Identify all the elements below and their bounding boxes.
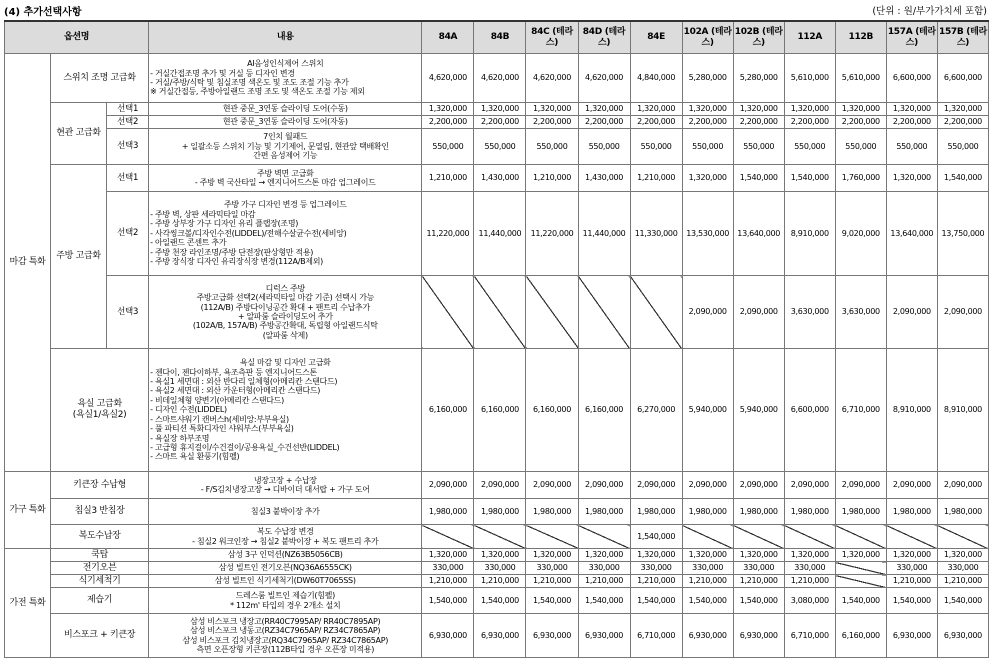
price-cell: 2,090,000 bbox=[733, 472, 784, 499]
price-cell: 13,750,000 bbox=[937, 192, 988, 276]
price-cell: 6,930,000 bbox=[886, 614, 937, 658]
price-cell: 1,320,000 bbox=[474, 103, 526, 116]
price-cell: 1,980,000 bbox=[578, 499, 630, 525]
content-line: 7인치 월패드 bbox=[263, 132, 308, 142]
price-cell: 1,210,000 bbox=[526, 575, 578, 588]
price-cell: 1,320,000 bbox=[526, 549, 578, 562]
price-cell: 1,540,000 bbox=[578, 588, 630, 614]
price-cell: 2,200,000 bbox=[630, 116, 682, 129]
price-cell: 2,090,000 bbox=[733, 276, 784, 349]
price-cell: 1,540,000 bbox=[784, 165, 835, 192]
unit-note: (단위 : 원/부가가치세 포함) bbox=[872, 6, 987, 17]
option-group: 전기오븐 bbox=[51, 562, 149, 575]
price-cell: 330,000 bbox=[886, 562, 937, 575]
price-cell: 1,980,000 bbox=[733, 499, 784, 525]
price-cell: 2,090,000 bbox=[422, 472, 474, 499]
price-cell: 1,540,000 bbox=[886, 588, 937, 614]
option-group: 주방 고급화 bbox=[51, 165, 107, 349]
price-cell: 2,200,000 bbox=[474, 116, 526, 129]
option-content bbox=[149, 549, 422, 562]
price-cell: 6,710,000 bbox=[784, 614, 835, 658]
content-line: + 일괄소등 스위치 기능 및 기기제어, 문열림, 현관앞 택배확인 bbox=[181, 141, 389, 151]
content-line: 욕실 마감 및 디자인 고급화 bbox=[239, 358, 331, 368]
price-cell: 550,000 bbox=[578, 129, 630, 165]
price-cell: 1,540,000 bbox=[630, 588, 682, 614]
content-line: - 주방 천장 라인조명/주방 단전장(판상형만 적용) bbox=[150, 247, 314, 257]
price-cell: 1,320,000 bbox=[474, 549, 526, 562]
price-not-applicable bbox=[578, 525, 630, 549]
content-line: 삼성 빌트인 전기오븐(NQ36A6555CK) bbox=[218, 563, 352, 573]
option-group bbox=[51, 349, 149, 472]
price-not-applicable bbox=[526, 525, 578, 549]
col-header-type: 112A bbox=[784, 21, 835, 54]
price-not-applicable bbox=[784, 525, 835, 549]
price-not-applicable bbox=[682, 525, 733, 549]
price-cell: 1,210,000 bbox=[526, 165, 578, 192]
content-line: - 디자인 수전(LIDDEL) bbox=[150, 405, 227, 415]
price-cell: 2,200,000 bbox=[526, 116, 578, 129]
price-not-applicable bbox=[835, 525, 886, 549]
col-header-type: 102A (테라스) bbox=[682, 21, 733, 54]
price-cell: 1,320,000 bbox=[682, 165, 733, 192]
price-cell: 4,840,000 bbox=[630, 54, 682, 103]
option-content bbox=[149, 472, 422, 499]
col-header-type: 84A bbox=[422, 21, 474, 54]
price-cell: 330,000 bbox=[937, 562, 988, 575]
price-not-applicable bbox=[474, 276, 526, 349]
price-cell: 2,090,000 bbox=[682, 472, 733, 499]
price-cell: 1,210,000 bbox=[422, 575, 474, 588]
price-cell: 550,000 bbox=[422, 129, 474, 165]
price-cell: 3,630,000 bbox=[784, 276, 835, 349]
option-choice: 선택3 bbox=[107, 276, 149, 349]
price-cell: 330,000 bbox=[630, 562, 682, 575]
price-cell: 1,980,000 bbox=[937, 499, 988, 525]
price-not-applicable bbox=[474, 525, 526, 549]
price-cell: 4,620,000 bbox=[474, 54, 526, 103]
price-cell: 1,320,000 bbox=[422, 549, 474, 562]
price-cell: 1,210,000 bbox=[886, 575, 937, 588]
content-line: - F/S김치냉장고장 → 디바이더 대서랍 + 가구 도어 bbox=[200, 485, 370, 494]
price-cell: 550,000 bbox=[835, 129, 886, 165]
price-cell: 1,320,000 bbox=[937, 103, 988, 116]
price-cell: 6,930,000 bbox=[422, 614, 474, 658]
price-cell: 1,540,000 bbox=[733, 588, 784, 614]
price-cell: 1,540,000 bbox=[937, 165, 988, 192]
price-cell: 1,320,000 bbox=[578, 103, 630, 116]
price-cell: 11,440,000 bbox=[474, 192, 526, 276]
option-choice: 선택2 bbox=[107, 192, 149, 276]
price-cell: 1,210,000 bbox=[474, 575, 526, 588]
price-cell: 1,320,000 bbox=[733, 549, 784, 562]
content-line: - 젠다이, 젠다이하부, 욕조측판 등 엔지니어드스톤 bbox=[150, 367, 317, 377]
option-content bbox=[149, 54, 422, 103]
option-group: 키큰장 수납형 bbox=[51, 472, 149, 499]
content-line: - 욕실1 세면대 : 외산 반다리 일체형(아메리칸 스탠다드) bbox=[150, 376, 338, 386]
price-cell: 330,000 bbox=[422, 562, 474, 575]
content-line: 냉장고장 + 수납장 bbox=[253, 475, 317, 485]
content-line: - 거실간접조명 추가 및 거실 등 디자인 변경 bbox=[150, 68, 295, 78]
price-cell: 2,200,000 bbox=[886, 116, 937, 129]
price-cell: 1,980,000 bbox=[474, 499, 526, 525]
col-header-type: 84B bbox=[474, 21, 526, 54]
price-cell: 1,210,000 bbox=[422, 165, 474, 192]
price-cell: 5,940,000 bbox=[733, 349, 784, 472]
price-cell: 1,320,000 bbox=[886, 103, 937, 116]
price-cell: 1,540,000 bbox=[835, 588, 886, 614]
price-cell: 550,000 bbox=[474, 129, 526, 165]
price-cell: 2,200,000 bbox=[578, 116, 630, 129]
price-cell: 1,430,000 bbox=[578, 165, 630, 192]
section-title: (4) 추가선택사항 bbox=[4, 7, 82, 18]
content-line: 드레스룸 빌트인 제습기(힘펠) bbox=[235, 591, 335, 601]
price-cell: 6,600,000 bbox=[937, 54, 988, 103]
price-cell: 1,540,000 bbox=[630, 525, 682, 549]
price-cell: 2,200,000 bbox=[835, 116, 886, 129]
price-not-applicable bbox=[630, 276, 682, 349]
option-content bbox=[149, 129, 422, 165]
option-content bbox=[149, 276, 422, 349]
price-cell: 550,000 bbox=[937, 129, 988, 165]
option-choice: 선택1 bbox=[107, 103, 149, 116]
price-cell: 4,620,000 bbox=[578, 54, 630, 103]
price-cell: 1,320,000 bbox=[835, 103, 886, 116]
category-finish: 마감 특화 bbox=[5, 54, 51, 472]
price-cell: 1,210,000 bbox=[937, 575, 988, 588]
content-line: - 주방 장식장 디자인 유리장식장 변경(112A/B제외) bbox=[150, 257, 323, 267]
price-cell: 1,540,000 bbox=[733, 165, 784, 192]
content-line: 주방 가구 디자인 변경 등 업그레이드 bbox=[223, 200, 347, 210]
content-line: - 주방 상부장 가구 디자인 유리 플랩장(조명) bbox=[150, 219, 299, 229]
option-group: 식기세척기 bbox=[51, 575, 149, 588]
price-cell: 1,320,000 bbox=[937, 549, 988, 562]
price-cell: 1,210,000 bbox=[578, 575, 630, 588]
price-cell: 11,220,000 bbox=[422, 192, 474, 276]
price-cell: 6,600,000 bbox=[784, 349, 835, 472]
price-cell: 6,930,000 bbox=[474, 614, 526, 658]
price-cell: 2,090,000 bbox=[835, 472, 886, 499]
price-cell: 330,000 bbox=[682, 562, 733, 575]
price-not-applicable bbox=[886, 525, 937, 549]
content-line: 삼성 비스포크 냉장고(RR40C7995AP/ RR40C7895AP) bbox=[190, 616, 381, 626]
option-content bbox=[149, 116, 422, 129]
price-cell: 1,980,000 bbox=[526, 499, 578, 525]
col-header-type: 157B (테라스) bbox=[937, 21, 988, 54]
price-cell: 550,000 bbox=[682, 129, 733, 165]
price-cell: 330,000 bbox=[474, 562, 526, 575]
price-cell: 1,320,000 bbox=[630, 103, 682, 116]
price-cell: 2,090,000 bbox=[784, 472, 835, 499]
price-cell: 6,160,000 bbox=[422, 349, 474, 472]
content-line: * 112m' 타입의 경우 2개소 설치 bbox=[230, 600, 341, 610]
price-cell: 1,760,000 bbox=[835, 165, 886, 192]
price-cell: 6,160,000 bbox=[578, 349, 630, 472]
price-cell: 2,200,000 bbox=[733, 116, 784, 129]
price-cell: 2,200,000 bbox=[937, 116, 988, 129]
col-header-type: 84D (테라스) bbox=[578, 21, 630, 54]
content-line: - 욕실장 하부조명 bbox=[150, 433, 210, 443]
option-content bbox=[149, 588, 422, 614]
price-cell: 1,980,000 bbox=[784, 499, 835, 525]
option-group: 비스포크 + 키큰장 bbox=[51, 614, 149, 658]
price-cell: 1,540,000 bbox=[526, 588, 578, 614]
price-cell: 6,270,000 bbox=[630, 349, 682, 472]
content-line: - 욕실2 세면대 : 외산 카운터형(아메리칸 스탠다드) bbox=[150, 386, 321, 396]
col-header-content: 내용 bbox=[149, 21, 422, 54]
price-cell: 550,000 bbox=[526, 129, 578, 165]
price-cell: 550,000 bbox=[630, 129, 682, 165]
price-not-applicable bbox=[733, 525, 784, 549]
option-choice: 선택2 bbox=[107, 116, 149, 129]
price-cell: 6,930,000 bbox=[733, 614, 784, 658]
price-cell: 6,710,000 bbox=[630, 614, 682, 658]
price-cell: 6,930,000 bbox=[682, 614, 733, 658]
option-content bbox=[149, 525, 422, 549]
price-cell: 2,090,000 bbox=[630, 472, 682, 499]
content-line: - 주방 벽 국산타일 → 엔지니어드스톤 마감 업그레이드 bbox=[194, 178, 376, 187]
content-line: - 사각씽크볼/디자인수전(LIDDEL)/전해수살균수전(세비앙) bbox=[150, 228, 347, 238]
option-content bbox=[149, 614, 422, 658]
price-cell: 1,320,000 bbox=[886, 165, 937, 192]
content-line: - 비데일체형 양변기(아메리칸 스탠다드) bbox=[150, 395, 284, 405]
price-cell: 6,160,000 bbox=[526, 349, 578, 472]
content-line: 측면 오픈장형 키큰장(112B타입 경우 오픈장 미적용) bbox=[196, 644, 375, 654]
price-cell: 2,090,000 bbox=[937, 276, 988, 349]
price-cell: 5,940,000 bbox=[682, 349, 733, 472]
price-not-applicable bbox=[422, 276, 474, 349]
price-cell: 2,090,000 bbox=[937, 472, 988, 499]
content-line: - 거실/주방/식탁 및 침실조명 색온도 및 조도 조절 기능 추가 bbox=[150, 78, 349, 87]
price-cell: 1,320,000 bbox=[733, 103, 784, 116]
content-line: - 스마트 욕실 환풍기(힘펠) bbox=[150, 452, 240, 462]
price-cell: 2,090,000 bbox=[526, 472, 578, 499]
price-cell: 11,330,000 bbox=[630, 192, 682, 276]
price-cell: 1,980,000 bbox=[835, 499, 886, 525]
content-line: (알파룸 삭제) bbox=[262, 330, 308, 340]
price-cell: 6,930,000 bbox=[526, 614, 578, 658]
option-content bbox=[149, 575, 422, 588]
option-content bbox=[149, 192, 422, 276]
price-cell: 6,930,000 bbox=[578, 614, 630, 658]
price-cell: 11,220,000 bbox=[526, 192, 578, 276]
price-cell: 8,910,000 bbox=[886, 349, 937, 472]
content-line: + 알파룸 슬라이딩도어 추가 bbox=[237, 312, 333, 321]
price-cell: 5,280,000 bbox=[733, 54, 784, 103]
content-line: (112A/B) 주방다이닝공간 확대 + 팬트리 수납추가 bbox=[200, 302, 370, 312]
price-cell: 3,630,000 bbox=[835, 276, 886, 349]
price-not-applicable bbox=[835, 562, 886, 575]
price-cell: 1,320,000 bbox=[630, 549, 682, 562]
content-line: 주방 벽면 고급화 bbox=[257, 168, 314, 178]
content-line: 침실3 붙박이장 추가 bbox=[250, 506, 320, 516]
option-group: 침실3 반침장 bbox=[51, 499, 149, 525]
content-line: AI음성인식제어 스위치 bbox=[247, 59, 324, 69]
col-header-type: 84E bbox=[630, 21, 682, 54]
price-cell: 6,710,000 bbox=[835, 349, 886, 472]
price-cell: 1,540,000 bbox=[422, 588, 474, 614]
option-content bbox=[149, 499, 422, 525]
price-cell: 6,160,000 bbox=[835, 614, 886, 658]
price-cell: 1,540,000 bbox=[937, 588, 988, 614]
price-cell: 8,910,000 bbox=[784, 192, 835, 276]
option-choice: 선택3 bbox=[107, 129, 149, 165]
price-cell: 1,430,000 bbox=[474, 165, 526, 192]
price-cell: 6,930,000 bbox=[937, 614, 988, 658]
price-cell: 330,000 bbox=[733, 562, 784, 575]
price-cell: 550,000 bbox=[886, 129, 937, 165]
col-header-type: 102B (테라스) bbox=[733, 21, 784, 54]
price-cell: 1,980,000 bbox=[682, 499, 733, 525]
price-cell: 2,200,000 bbox=[682, 116, 733, 129]
price-cell: 1,320,000 bbox=[784, 103, 835, 116]
price-not-applicable bbox=[578, 276, 630, 349]
price-cell: 2,090,000 bbox=[578, 472, 630, 499]
option-group: 제습기 bbox=[51, 588, 149, 614]
price-cell: 2,200,000 bbox=[784, 116, 835, 129]
price-cell: 1,320,000 bbox=[682, 103, 733, 116]
price-cell: 1,980,000 bbox=[886, 499, 937, 525]
option-content bbox=[149, 562, 422, 575]
content-line: - 주방 벽, 상판 세라믹타일 마감 bbox=[150, 209, 256, 219]
content-line: 삼성 3구 인덕션(NZ63B5056CB) bbox=[227, 550, 343, 560]
header-row bbox=[5, 21, 989, 54]
content-line: 간편 음성제어 기능 bbox=[253, 151, 318, 161]
price-cell: 2,090,000 bbox=[682, 276, 733, 349]
price-cell: 1,320,000 bbox=[835, 549, 886, 562]
price-cell: 550,000 bbox=[784, 129, 835, 165]
price-cell: 1,210,000 bbox=[630, 575, 682, 588]
content-line: - 스마트샤워기 캔버스h(세비앙:부부욕실) bbox=[150, 414, 289, 424]
price-cell: 1,320,000 bbox=[578, 549, 630, 562]
price-cell: 6,600,000 bbox=[886, 54, 937, 103]
price-cell: 1,320,000 bbox=[526, 103, 578, 116]
price-cell: 1,210,000 bbox=[630, 165, 682, 192]
content-line: - 고급형 휴지걸이/수건걸이/공용욕실_수건선반(LIDDEL) bbox=[150, 443, 340, 453]
price-cell: 5,610,000 bbox=[784, 54, 835, 103]
content-line: 삼성 빌트인 식기세척기(DW60T7065SS) bbox=[214, 576, 356, 586]
price-cell: 13,640,000 bbox=[733, 192, 784, 276]
price-cell: 2,090,000 bbox=[474, 472, 526, 499]
content-line: 삼성 비스포크 냉동고(RZ34C7965AP/ RZ34C7865AP) bbox=[190, 626, 381, 636]
price-cell: 5,610,000 bbox=[835, 54, 886, 103]
price-cell: 1,210,000 bbox=[784, 575, 835, 588]
price-cell: 2,090,000 bbox=[886, 472, 937, 499]
price-not-applicable bbox=[835, 575, 886, 588]
price-cell: 1,540,000 bbox=[682, 588, 733, 614]
option-choice: 선택1 bbox=[107, 165, 149, 192]
content-line: - 침실2 워크인장 → 침실2 붙박이장 + 복도 팬트리 추가 bbox=[192, 536, 379, 546]
price-cell: 2,200,000 bbox=[422, 116, 474, 129]
option-price-table bbox=[4, 20, 989, 658]
price-cell: 11,440,000 bbox=[578, 192, 630, 276]
price-cell: 1,210,000 bbox=[733, 575, 784, 588]
col-header-type: 112B bbox=[835, 21, 886, 54]
option-group: 스위치 조명 고급화 bbox=[51, 54, 149, 103]
content-line: 현관 중문_3연동 슬라이딩 도어(수동) bbox=[222, 104, 348, 114]
price-cell: 1,320,000 bbox=[682, 549, 733, 562]
price-cell: 4,620,000 bbox=[526, 54, 578, 103]
price-not-applicable bbox=[422, 525, 474, 549]
price-cell: 330,000 bbox=[784, 562, 835, 575]
content-line: (102A/B, 157A/B) 주방공간확대, 독립형 아일랜드식탁 bbox=[192, 321, 378, 331]
price-cell: 330,000 bbox=[526, 562, 578, 575]
col-header-type: 157A (테라스) bbox=[886, 21, 937, 54]
content-line: 삼성 비스포크 김치냉장고(RQ34C7965AP/ RZ34C7865AP) bbox=[182, 635, 389, 645]
option-content bbox=[149, 349, 422, 472]
price-cell: 1,320,000 bbox=[422, 103, 474, 116]
price-cell: 1,980,000 bbox=[422, 499, 474, 525]
price-cell: 13,530,000 bbox=[682, 192, 733, 276]
price-cell: 5,280,000 bbox=[682, 54, 733, 103]
category-appliance: 가전 특화 bbox=[5, 549, 51, 658]
price-cell: 8,910,000 bbox=[937, 349, 988, 472]
option-content bbox=[149, 103, 422, 116]
price-cell: 550,000 bbox=[733, 129, 784, 165]
price-cell: 2,090,000 bbox=[886, 276, 937, 349]
price-cell: 9,020,000 bbox=[835, 192, 886, 276]
price-not-applicable bbox=[526, 276, 578, 349]
option-group: 현관 고급화 bbox=[51, 103, 107, 165]
content-line: ※ 거실간접등, 주방아일랜드 조명 조도 및 색온도 조절 기능 제외 bbox=[150, 87, 365, 97]
price-cell: 3,080,000 bbox=[784, 588, 835, 614]
content-line: 현관 중문_3연동 슬라이딩 도어(자동) bbox=[222, 117, 348, 127]
category-furniture: 가구 특화 bbox=[5, 472, 51, 549]
col-header-name: 옵션명 bbox=[5, 21, 149, 54]
price-cell: 1,540,000 bbox=[474, 588, 526, 614]
price-cell: 6,160,000 bbox=[474, 349, 526, 472]
content-line: - 풀 파티션 특화디자인 샤워부스(부부욕실) bbox=[150, 424, 294, 434]
price-cell: 330,000 bbox=[578, 562, 630, 575]
price-cell: 1,980,000 bbox=[630, 499, 682, 525]
content-line: - 아일랜드 콘센트 추가 bbox=[150, 238, 227, 248]
group-label: 욕실 고급화 bbox=[77, 399, 122, 410]
price-not-applicable bbox=[937, 525, 988, 549]
price-cell: 13,640,000 bbox=[886, 192, 937, 276]
option-group: 쿡탑 bbox=[51, 549, 149, 562]
content-line: 복도 수납장 변경 bbox=[257, 527, 314, 537]
price-cell: 4,620,000 bbox=[422, 54, 474, 103]
content-line: 주방고급화 선택2(세라믹타일 마감 기준) 선택시 가능 bbox=[196, 293, 375, 303]
content-line: 디럭스 주방 bbox=[265, 283, 305, 293]
price-cell: 1,210,000 bbox=[682, 575, 733, 588]
group-sublabel: (욕실1/욕실2) bbox=[72, 410, 127, 420]
option-group: 복도수납장 bbox=[51, 525, 149, 549]
option-content bbox=[149, 165, 422, 192]
price-cell: 1,320,000 bbox=[886, 549, 937, 562]
price-cell: 1,320,000 bbox=[784, 549, 835, 562]
col-header-type: 84C (테라스) bbox=[526, 21, 578, 54]
